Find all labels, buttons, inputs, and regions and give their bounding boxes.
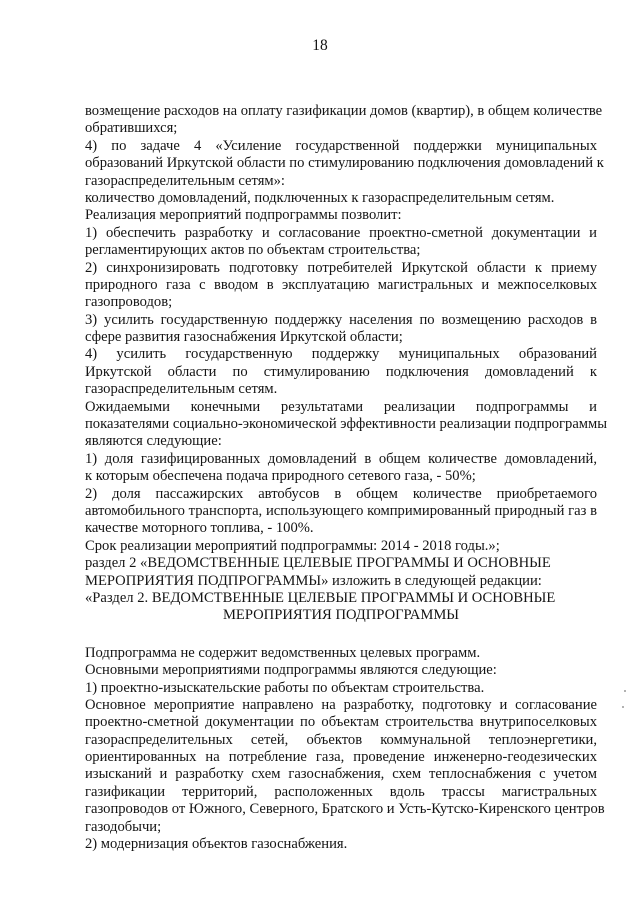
text-line: ориентированных на потребление газа, проведение инженерно-геодезических <box>85 749 597 766</box>
text-line: регламентирующих актов по объектам строительства; <box>85 242 421 259</box>
section-heading: МЕРОПРИЯТИЯ ПОДПРОГРАММЫ <box>222 607 460 624</box>
text-line: возмещение расходов на оплату газификации домов (квартир), в общем количестве <box>85 103 603 119</box>
text-line: являются следующие: <box>85 433 222 450</box>
section-heading: «Раздел 2. ВЕДОМСТВЕННЫЕ ЦЕЛЕВЫЕ ПРОГРАММЫ И ОСНОВНЫЕ <box>85 589 556 606</box>
text-line: природного газа с вводом в эксплуатацию магистральных и межпоселковых <box>85 276 597 293</box>
page-number: 18 <box>312 37 328 54</box>
document-body <box>85 103 608 853</box>
text-line: 2) синхронизировать подготовку потребителей Иркутской области к приему <box>85 259 597 276</box>
scan-speck <box>622 706 624 708</box>
text-line: качестве моторного топлива, - 100%. <box>85 520 314 537</box>
text-line: 2) доля пассажирских автобусов в общем количестве приобретаемого <box>85 485 597 502</box>
text-line: 4) усилить государственную поддержку муниципальных образований <box>85 346 597 363</box>
text-line: количество домовладений, подключенных к газораспределительным сетям. <box>85 189 555 206</box>
scan-speck <box>624 690 626 692</box>
text-line: 1) проектно-изыскательские работы по объектам строительства. <box>85 679 485 696</box>
text-line: газораспределительных сетей, объектов коммунальной теплоэнергетики, <box>85 731 597 748</box>
text-line: 2) модернизация объектов газоснабжения. <box>85 836 348 853</box>
text-line: Ожидаемыми конечными результатами реализации подпрограммы и <box>85 398 597 415</box>
text-line: Иркутской области по стимулированию подключения домовладений к <box>85 363 597 380</box>
text-line: 4) по задаче 4 «Усиление государственной поддержки муниципальных <box>85 137 597 154</box>
text-line: 3) усилить государственную поддержку населения по возмещению расходов в <box>85 311 597 328</box>
text-line: газификации территорий, расположенных вдоль трассы магистральных <box>85 783 597 800</box>
text-line: МЕРОПРИЯТИЯ ПОДПРОГРАММЫ» изложить в следующей редакции: <box>85 572 542 589</box>
text-line: изысканий и разработку схем газоснабжения, схем теплоснабжения с учетом <box>85 766 597 783</box>
text-line: газопроводов от Южного, Северного, Братского и Усть-Кутско-Киренского центров <box>85 801 605 818</box>
text-line: обратившихся; <box>85 120 178 137</box>
text-line: Основными мероприятиями подпрограммы являются следующие: <box>85 662 497 679</box>
text-line: образований Иркутской области по стимулированию подключения домовладений к <box>85 155 604 172</box>
text-line: газораспределительным сетям. <box>85 381 278 398</box>
text-line: Основное мероприятие направлено на разработку, подготовку и согласование <box>85 696 597 713</box>
text-line: к которым обеспечена подача природного сетевого газа, - 50%; <box>85 468 476 485</box>
text-line: автомобильного транспорта, использующего компримированный природный газ в <box>85 502 597 519</box>
text-line: Реализация мероприятий подпрограммы позволит: <box>85 207 402 224</box>
text-line: Срок реализации мероприятий подпрограммы: 2014 - 2018 годы.»; <box>85 537 500 554</box>
text-line: 1) обеспечить разработку и согласование проектно-сметной документации и <box>85 224 597 241</box>
text-line: проектно-сметной документации по объектам строительства внутрипоселковых <box>85 714 597 731</box>
text-line: газораспределительным сетям»: <box>85 172 285 189</box>
text-line: показателями социально-экономической эффективности реализации подпрограммы <box>85 416 608 433</box>
text-line: газопроводов; <box>85 294 173 311</box>
text-line: 1) доля газифицированных домовладений в общем количестве домовладений, <box>85 450 597 467</box>
text-line: газодобычи; <box>85 818 162 835</box>
text-line: раздел 2 «ВЕДОМСТВЕННЫЕ ЦЕЛЕВЫЕ ПРОГРАММЫ И ОСНОВНЫЕ <box>85 555 551 572</box>
text-line: Подпрограмма не содержит ведомственных целевых программ. <box>85 644 481 661</box>
text-line: сфере развития газоснабжения Иркутской области; <box>85 329 403 346</box>
